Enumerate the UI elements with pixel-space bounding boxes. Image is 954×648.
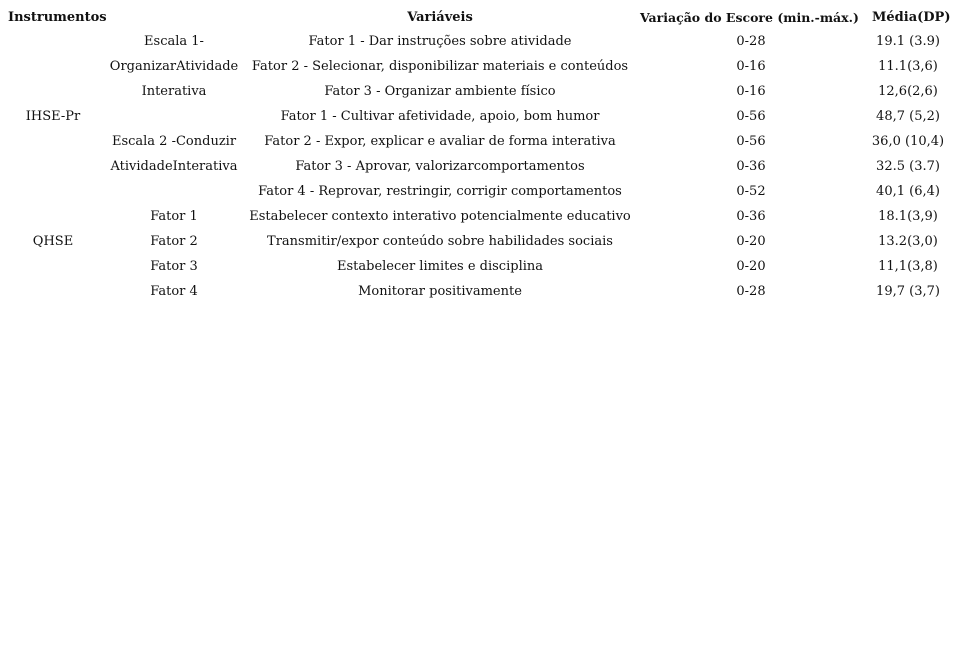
- variable-cell: Fator 2 - Expor, explicar e avaliar de forma interativa: [264, 134, 616, 149]
- variable-cell: Estabelecer contexto interativo potencialmente educativo: [249, 209, 631, 224]
- mean-cell: 19,7 (3,7): [876, 284, 940, 299]
- variable-cell: Fator 4 - Reprovar, restringir, corrigir comportamentos: [258, 184, 622, 199]
- mean-cell: 13.2(3,0): [878, 234, 938, 249]
- mean-cell: 11.1(3,6): [878, 59, 938, 74]
- variable-cell: Monitorar positivamente: [358, 284, 522, 299]
- variable-cell: Fator 3 - Aprovar, valorizarcomportamentos: [295, 159, 585, 174]
- mean-cell: 32.5 (3.7): [876, 159, 940, 174]
- range-cell: 0-36: [736, 209, 766, 224]
- instrument-ihse-pr: IHSE-Pr: [25, 109, 81, 124]
- group-label: Fator 1: [150, 209, 198, 224]
- group-label: Escala 1-: [144, 34, 204, 49]
- range-cell: 0-28: [736, 34, 766, 49]
- group-label: AtividadeInterativa: [110, 159, 238, 174]
- group-label: Interativa: [141, 84, 207, 99]
- mean-cell: 18.1(3,9): [878, 209, 938, 224]
- range-cell: 0-56: [736, 134, 766, 149]
- group-label: Escala 2 -Conduzir: [111, 134, 237, 149]
- mean-cell: 11,1(3,8): [878, 259, 938, 274]
- mean-cell: 36,0 (10,4): [871, 134, 945, 149]
- group-label: Fator 2: [150, 234, 198, 249]
- range-cell: 0-20: [736, 259, 766, 274]
- variable-cell: Fator 1 - Dar instruções sobre atividade: [308, 34, 572, 49]
- header-variacao: Variação do Escore (min.-máx.): [640, 10, 859, 25]
- mean-cell: 19.1 (3.9): [876, 34, 940, 49]
- header-instrumentos: Instrumentos: [8, 10, 107, 25]
- header-variaveis: Variáveis: [407, 10, 473, 25]
- variable-cell: Fator 3 - Organizar ambiente físico: [324, 84, 556, 99]
- range-cell: 0-20: [736, 234, 766, 249]
- group-label: OrganizarAtividade: [109, 59, 239, 74]
- group-label: Fator 4: [150, 284, 198, 299]
- variable-cell: Estabelecer limites e disciplina: [336, 259, 544, 274]
- range-cell: 0-16: [736, 84, 766, 99]
- range-cell: 0-16: [736, 59, 766, 74]
- range-cell: 0-56: [736, 109, 766, 124]
- variable-cell: Fator 2 - Selecionar, disponibilizar materiais e conteúdos: [251, 59, 629, 74]
- instrument-qhse: QHSE: [32, 234, 74, 249]
- variable-cell: Fator 1 - Cultivar afetividade, apoio, bom humor: [280, 109, 600, 124]
- mean-cell: 12,6(2,6): [878, 84, 938, 99]
- mean-cell: 40,1 (6,4): [876, 184, 940, 199]
- variable-cell: Transmitir/expor conteúdo sobre habilidades sociais: [267, 234, 613, 249]
- mean-cell: 48,7 (5,2): [876, 109, 940, 124]
- header-media: Média(DP): [872, 10, 951, 25]
- group-label: Fator 3: [150, 259, 198, 274]
- range-cell: 0-36: [736, 159, 766, 174]
- range-cell: 0-28: [736, 284, 766, 299]
- range-cell: 0-52: [736, 184, 766, 199]
